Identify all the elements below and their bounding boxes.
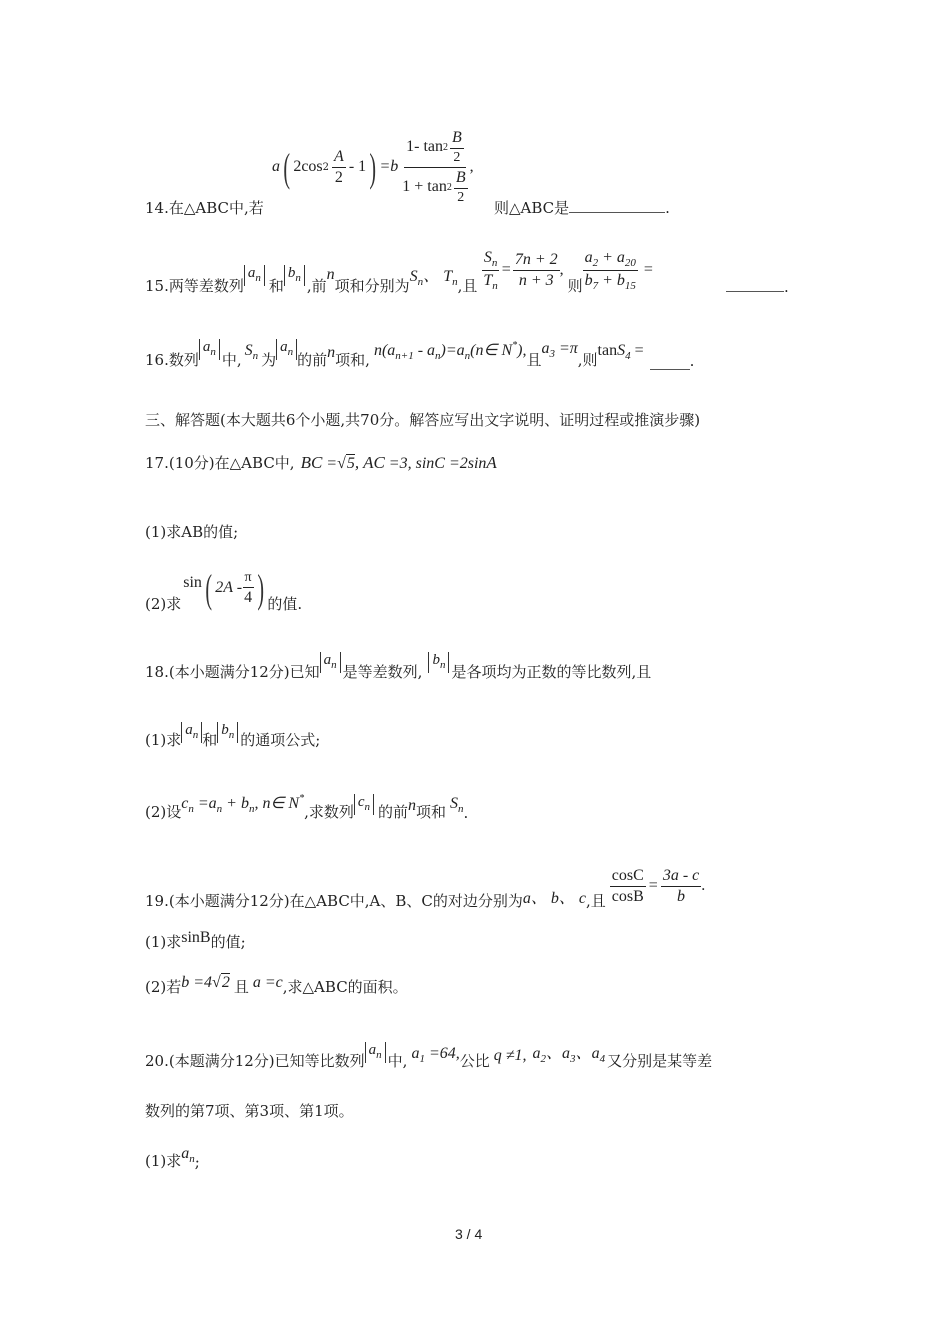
q14-formula: a ( 2cos 2 $\frac{A}{2}$ - 1 ) =b 1- tan 2 $\frac{B}{2}$ 1 + tan 2 $\frac{B}{2}$ ,	[272, 128, 474, 205]
q19-frac-cos: $\frac{\cos C}{\cos B}$	[611, 866, 644, 905]
q15-frac-ab: $\frac{a_2 + a_{20}}{b_7 + b_{15}}$	[584, 248, 636, 292]
q19-part1: (1)求 sinB 的值;	[145, 929, 246, 951]
q14-label: 14.在△ABC中,若	[145, 199, 264, 217]
q19-part2: (2)若 b =4√2 且 a =c ,求△ABC的面积。	[145, 974, 408, 996]
q15-frac-st: $\frac{S_n}{T_n}$	[483, 248, 498, 292]
q20-line1: 20.(本题满分12分)已知等比数列 $a_n$ 中, $a_1 =64$, 公比 q ≠1, $a_2$、$a_3$、$a_4$ 又分别是某等差	[145, 1042, 713, 1070]
q14-answer-blank[interactable]	[569, 198, 665, 213]
q18-line1: 18.(本小题满分12分)已知 $a_n$ 是等差数列, $b_n$ 是各项均为正数的等比数列,且	[145, 652, 652, 681]
q18-part1: (1)求 $a_n$ 和 $b_n$ 的通项公式;	[145, 722, 321, 749]
q15-seq-b: $b_n$	[284, 265, 305, 286]
q14-suffix: 则△ABC是 .	[494, 199, 670, 217]
q18-part2: (2)设 $c_n =a_n + b_n$, n∈ N* ,求数列 $c_n$ 的前 n 项和 $S_n$ .	[145, 793, 469, 822]
q17-line: 17.(10分)在△ABC中, BC =√5, AC =3, sinC =2sinA	[145, 452, 497, 472]
q16-line: 16.数列 $a_n$ 中, $S_n$ 为 $a_n$ 的前 n 项和, $n(a_{n+1}$ - $a_n)=a_n(n\in$ N*), 且 $a_3 =\pi$ ,则 tanS$_4$ = .	[145, 339, 695, 370]
page-number: 3 / 4	[455, 1226, 483, 1242]
q15-blank-wrap: .	[726, 277, 789, 296]
q19-line: 19.(本小题满分12分)在△ABC中,A、B、C的对边分别为 a、 b、 c ,且 $\frac{\cos C}{\cos B}$ = $\frac{3a - c}{b}$ .	[145, 866, 706, 910]
q15-frac-ratio: $\frac{7n + 2}{n + 3}$	[514, 250, 558, 289]
q14-lhs-a: a	[272, 158, 280, 175]
q14-frac-a2: $\frac{A}{2}$	[334, 147, 344, 186]
q20-part1: (1)求 $a_n$ ;	[145, 1145, 200, 1171]
q16-seq-a: $a_n$	[199, 339, 220, 360]
q17-part2: (2)求 sin ( 2A - $\frac{\pi}{4}$ ) 的值.	[145, 565, 303, 613]
q16-seq-a2: $a_n$	[276, 339, 297, 360]
q19-frac-rhs: $\frac{3a - c}{b}$	[662, 866, 700, 905]
q15-seq-a: $a_n$	[244, 265, 265, 286]
section-heading: 三、解答题(本大题共6个小题,共70分。解答应写出文字说明、证明过程或推演步骤)	[145, 411, 701, 429]
q16-recurrence: $n(a_{n+1}$ - $a_n)=a_n(n\in$ N*),	[373, 340, 527, 362]
q17-part1: (1)求AB的值;	[145, 523, 239, 541]
q15-line: 15.两等差数列 $a_n$ 和 $b_n$ ,前 n 项和分别为 $S_n$、 $T_n$ ,且 $\frac{S_n}{T_n}$ = $\frac{7n + 2}{n + 3}$ , 则 $\frac{a_2 + a_{20}}{b_7 + b_{15}}$ =	[145, 248, 653, 295]
q20-line2: 数列的第7项、第3项、第1项。	[145, 1102, 354, 1120]
q16-answer-blank[interactable]	[650, 355, 690, 370]
q15-answer-blank[interactable]	[726, 277, 784, 292]
q17-frac-pi4: $\frac{\pi}{4}$	[244, 569, 253, 606]
q14-frac-tan: 1- tan 2 $\frac{B}{2}$ 1 + tan 2 $\frac{B}{2}$	[402, 128, 466, 205]
